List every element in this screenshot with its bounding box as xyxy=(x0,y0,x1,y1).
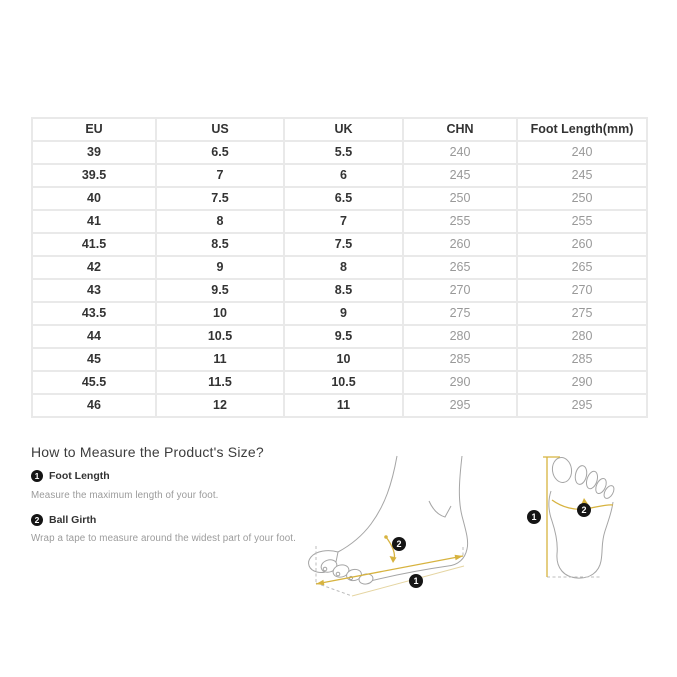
number-2-badge: 2 xyxy=(31,514,43,526)
size-cell: 255 xyxy=(517,210,647,233)
size-chart-table xyxy=(31,117,648,418)
size-cell: 280 xyxy=(403,325,517,348)
size-cell: 12 xyxy=(156,394,284,417)
size-cell: 285 xyxy=(517,348,647,371)
svg-text:1: 1 xyxy=(413,576,419,587)
size-cell: 10.5 xyxy=(284,371,403,394)
size-row xyxy=(32,187,647,210)
size-cell: 10.5 xyxy=(156,325,284,348)
size-cell: 11 xyxy=(156,348,284,371)
number-1-badge: 1 xyxy=(31,470,43,482)
guide-item-description: Measure the maximum length of your foot. xyxy=(31,490,219,501)
size-cell: 10 xyxy=(284,348,403,371)
size-cell: 5.5 xyxy=(284,141,403,164)
size-cell: 250 xyxy=(403,187,517,210)
size-cell: 39 xyxy=(32,141,156,164)
size-row xyxy=(32,141,647,164)
size-cell: 245 xyxy=(403,164,517,187)
column-header: UK xyxy=(284,118,403,141)
size-cell: 270 xyxy=(517,279,647,302)
size-cell: 280 xyxy=(517,325,647,348)
side-view-girth-badge xyxy=(392,537,406,551)
guide-item-label: Foot Length xyxy=(49,470,110,482)
top-view-girth-badge xyxy=(577,503,591,517)
top-view-length-badge xyxy=(527,510,541,524)
size-cell: 240 xyxy=(403,141,517,164)
size-cell: 43 xyxy=(32,279,156,302)
size-row xyxy=(32,325,647,348)
size-row xyxy=(32,233,647,256)
size-cell: 41.5 xyxy=(32,233,156,256)
measure-guide-title: How to Measure the Product's Size? xyxy=(31,444,264,460)
guide-item-foot-length xyxy=(31,470,110,482)
side-view-length-badge xyxy=(409,574,423,588)
size-cell: 265 xyxy=(403,256,517,279)
size-row xyxy=(32,256,647,279)
size-cell: 10 xyxy=(156,302,284,325)
size-cell: 42 xyxy=(32,256,156,279)
size-cell: 9.5 xyxy=(156,279,284,302)
size-cell: 245 xyxy=(517,164,647,187)
size-cell: 240 xyxy=(517,141,647,164)
size-row xyxy=(32,210,647,233)
size-cell: 45 xyxy=(32,348,156,371)
size-row xyxy=(32,371,647,394)
size-cell: 8 xyxy=(156,210,284,233)
size-cell: 40 xyxy=(32,187,156,210)
size-row xyxy=(32,164,647,187)
foot-measurement-illustration xyxy=(300,446,670,600)
size-cell: 250 xyxy=(517,187,647,210)
size-chart-body xyxy=(32,141,647,417)
size-cell: 6.5 xyxy=(156,141,284,164)
size-cell: 295 xyxy=(517,394,647,417)
size-cell: 44 xyxy=(32,325,156,348)
svg-text:2: 2 xyxy=(396,539,402,550)
size-cell: 8.5 xyxy=(156,233,284,256)
size-cell: 46 xyxy=(32,394,156,417)
size-cell: 260 xyxy=(403,233,517,256)
size-cell: 8.5 xyxy=(284,279,403,302)
column-header: CHN xyxy=(403,118,517,141)
guide-item-description: Wrap a tape to measure around the widest part of your foot. xyxy=(31,533,296,544)
size-cell: 6.5 xyxy=(284,187,403,210)
size-cell: 8 xyxy=(284,256,403,279)
size-chart-header-row xyxy=(32,118,647,141)
size-cell: 7 xyxy=(284,210,403,233)
size-cell: 9 xyxy=(156,256,284,279)
foot-top-view-sketch xyxy=(547,456,616,578)
svg-text:2: 2 xyxy=(581,505,587,516)
size-cell: 7 xyxy=(156,164,284,187)
size-cell: 7.5 xyxy=(156,187,284,210)
size-cell: 45.5 xyxy=(32,371,156,394)
guide-item-ball-girth xyxy=(31,514,96,526)
size-cell: 39.5 xyxy=(32,164,156,187)
column-header: EU xyxy=(32,118,156,141)
size-cell: 255 xyxy=(403,210,517,233)
size-cell: 9.5 xyxy=(284,325,403,348)
size-cell: 260 xyxy=(517,233,647,256)
column-header: US xyxy=(156,118,284,141)
size-cell: 9 xyxy=(284,302,403,325)
foot-side-view-sketch xyxy=(309,456,468,596)
size-cell: 270 xyxy=(403,279,517,302)
size-cell: 41 xyxy=(32,210,156,233)
size-cell: 275 xyxy=(403,302,517,325)
size-cell: 290 xyxy=(403,371,517,394)
size-cell: 11.5 xyxy=(156,371,284,394)
size-cell: 43.5 xyxy=(32,302,156,325)
svg-text:1: 1 xyxy=(531,512,537,523)
size-row xyxy=(32,279,647,302)
size-cell: 290 xyxy=(517,371,647,394)
size-cell: 285 xyxy=(403,348,517,371)
size-cell: 7.5 xyxy=(284,233,403,256)
size-row xyxy=(32,394,647,417)
guide-item-label: Ball Girth xyxy=(49,514,97,526)
size-cell: 275 xyxy=(517,302,647,325)
size-row xyxy=(32,302,647,325)
size-cell: 265 xyxy=(517,256,647,279)
size-cell: 11 xyxy=(284,394,403,417)
size-cell: 295 xyxy=(403,394,517,417)
column-header: Foot Length(mm) xyxy=(517,118,647,141)
size-row xyxy=(32,348,647,371)
size-cell: 6 xyxy=(284,164,403,187)
